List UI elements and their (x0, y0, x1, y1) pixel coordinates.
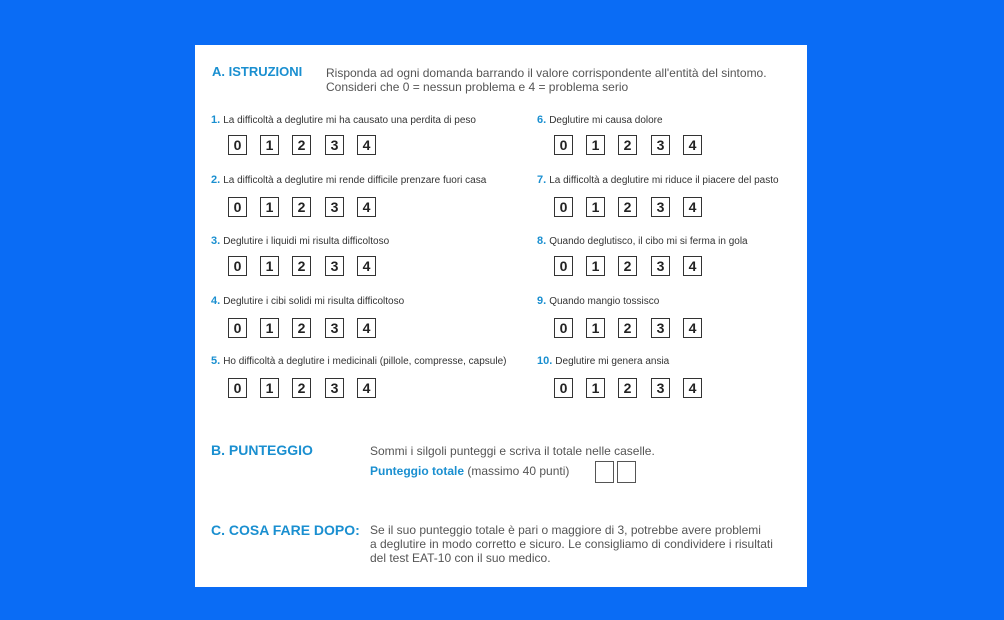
score-option-3[interactable]: 3 (651, 256, 670, 276)
score-option-0[interactable]: 0 (228, 256, 247, 276)
instructions-heading: A. ISTRUZIONI (212, 64, 303, 79)
total-score-boxes (595, 461, 639, 483)
question-text: Deglutire i liquidi mi risulta difficoltoso (223, 236, 390, 247)
score-option-3[interactable]: 3 (325, 378, 344, 398)
score-heading: B. PUNTEGGIO (211, 442, 313, 458)
question-10 (537, 354, 837, 396)
total-score-label: Punteggio totale (370, 464, 464, 478)
score-option-3[interactable]: 3 (651, 378, 670, 398)
question-text: La difficoltà a deglutire mi riduce il piacere del pasto (549, 175, 779, 186)
question-3 (211, 234, 511, 274)
question-2 (211, 173, 511, 215)
score-option-1[interactable]: 1 (260, 318, 279, 338)
score-option-0[interactable]: 0 (554, 197, 573, 217)
question-6 (537, 113, 837, 153)
question-text: Deglutire mi genera ansia (555, 356, 670, 367)
question-number: 1. (211, 114, 221, 126)
score-option-1[interactable]: 1 (586, 197, 605, 217)
score-option-2[interactable]: 2 (618, 318, 637, 338)
next-steps-line-3: del test EAT-10 con il suo medico. (370, 551, 551, 565)
question-4 (211, 294, 511, 336)
score-option-3[interactable]: 3 (651, 197, 670, 217)
score-option-1[interactable]: 1 (260, 135, 279, 155)
question-1 (211, 113, 511, 153)
score-option-2[interactable]: 2 (292, 197, 311, 217)
total-score-digit-2[interactable] (617, 461, 636, 483)
score-option-0[interactable]: 0 (228, 197, 247, 217)
question-number: 3. (211, 235, 221, 247)
score-option-1[interactable]: 1 (260, 378, 279, 398)
next-steps-line-2: a deglutire in modo corretto e sicuro. Le consigliamo di condividere i risultati (370, 537, 773, 551)
question-text: Quando mangio tossisco (549, 296, 660, 307)
score-option-0[interactable]: 0 (228, 318, 247, 338)
score-option-1[interactable]: 1 (260, 256, 279, 276)
question-number: 10. (537, 355, 553, 367)
score-option-2[interactable]: 2 (292, 256, 311, 276)
question-number: 9. (537, 295, 547, 307)
score-option-4[interactable]: 4 (357, 135, 376, 155)
score-option-0[interactable]: 0 (228, 135, 247, 155)
score-option-0[interactable]: 0 (554, 256, 573, 276)
question-number: 8. (537, 235, 547, 247)
instructions-line-2: Consideri che 0 = nessun problema e 4 = problema serio (326, 80, 629, 94)
score-option-2[interactable]: 2 (618, 135, 637, 155)
score-option-3[interactable]: 3 (325, 256, 344, 276)
score-option-1[interactable]: 1 (260, 197, 279, 217)
score-option-2[interactable]: 2 (618, 256, 637, 276)
score-option-2[interactable]: 2 (292, 318, 311, 338)
score-option-0[interactable]: 0 (228, 378, 247, 398)
score-option-2[interactable]: 2 (618, 378, 637, 398)
score-option-2[interactable]: 2 (292, 378, 311, 398)
question-7 (537, 173, 837, 215)
question-text: Quando deglutisco, il cibo mi si ferma in gola (549, 236, 748, 247)
score-option-1[interactable]: 1 (586, 318, 605, 338)
question-9 (537, 294, 837, 336)
score-option-4[interactable]: 4 (683, 135, 702, 155)
score-option-4[interactable]: 4 (683, 378, 702, 398)
instructions-line-1: Risponda ad ogni domanda barrando il valore corrispondente all'entità del sintomo. (326, 66, 767, 80)
question-text: La difficoltà a deglutire mi ha causato una perdita di peso (223, 115, 476, 126)
score-option-4[interactable]: 4 (357, 197, 376, 217)
question-text: Ho difficoltà a deglutire i medicinali (pillole, compresse, capsule) (223, 356, 507, 367)
question-number: 5. (211, 355, 221, 367)
score-option-3[interactable]: 3 (651, 318, 670, 338)
question-text: Deglutire mi causa dolore (549, 115, 663, 126)
score-option-3[interactable]: 3 (325, 197, 344, 217)
question-text: La difficoltà a deglutire mi rende difficile prenzare fuori casa (223, 175, 487, 186)
score-option-1[interactable]: 1 (586, 378, 605, 398)
score-option-4[interactable]: 4 (357, 318, 376, 338)
question-number: 7. (537, 174, 547, 186)
score-option-0[interactable]: 0 (554, 378, 573, 398)
next-steps-heading: C. COSA FARE DOPO: (211, 522, 360, 538)
score-option-0[interactable]: 0 (554, 135, 573, 155)
score-option-1[interactable]: 1 (586, 135, 605, 155)
question-5 (211, 354, 511, 396)
score-option-1[interactable]: 1 (586, 256, 605, 276)
next-steps-line-1: Se il suo punteggio totale è pari o maggiore di 3, potrebbe avere problemi (370, 523, 761, 537)
score-option-0[interactable]: 0 (554, 318, 573, 338)
score-option-4[interactable]: 4 (357, 256, 376, 276)
score-option-4[interactable]: 4 (683, 318, 702, 338)
questionnaire-sheet (195, 45, 807, 587)
question-text: Deglutire i cibi solidi mi risulta difficoltoso (223, 296, 405, 307)
score-option-2[interactable]: 2 (618, 197, 637, 217)
question-number: 2. (211, 174, 221, 186)
score-instruction: Sommi i silgoli punteggi e scriva il totale nelle caselle. (370, 444, 655, 458)
score-option-4[interactable]: 4 (683, 256, 702, 276)
score-option-3[interactable]: 3 (651, 135, 670, 155)
score-option-4[interactable]: 4 (357, 378, 376, 398)
question-8 (537, 234, 837, 274)
total-score-digit-1[interactable] (595, 461, 614, 483)
question-number: 6. (537, 114, 547, 126)
score-option-2[interactable]: 2 (292, 135, 311, 155)
total-score-note: (massimo 40 punti) (467, 464, 570, 478)
total-score-row (370, 464, 569, 478)
question-number: 4. (211, 295, 221, 307)
score-option-3[interactable]: 3 (325, 135, 344, 155)
score-option-3[interactable]: 3 (325, 318, 344, 338)
score-option-4[interactable]: 4 (683, 197, 702, 217)
